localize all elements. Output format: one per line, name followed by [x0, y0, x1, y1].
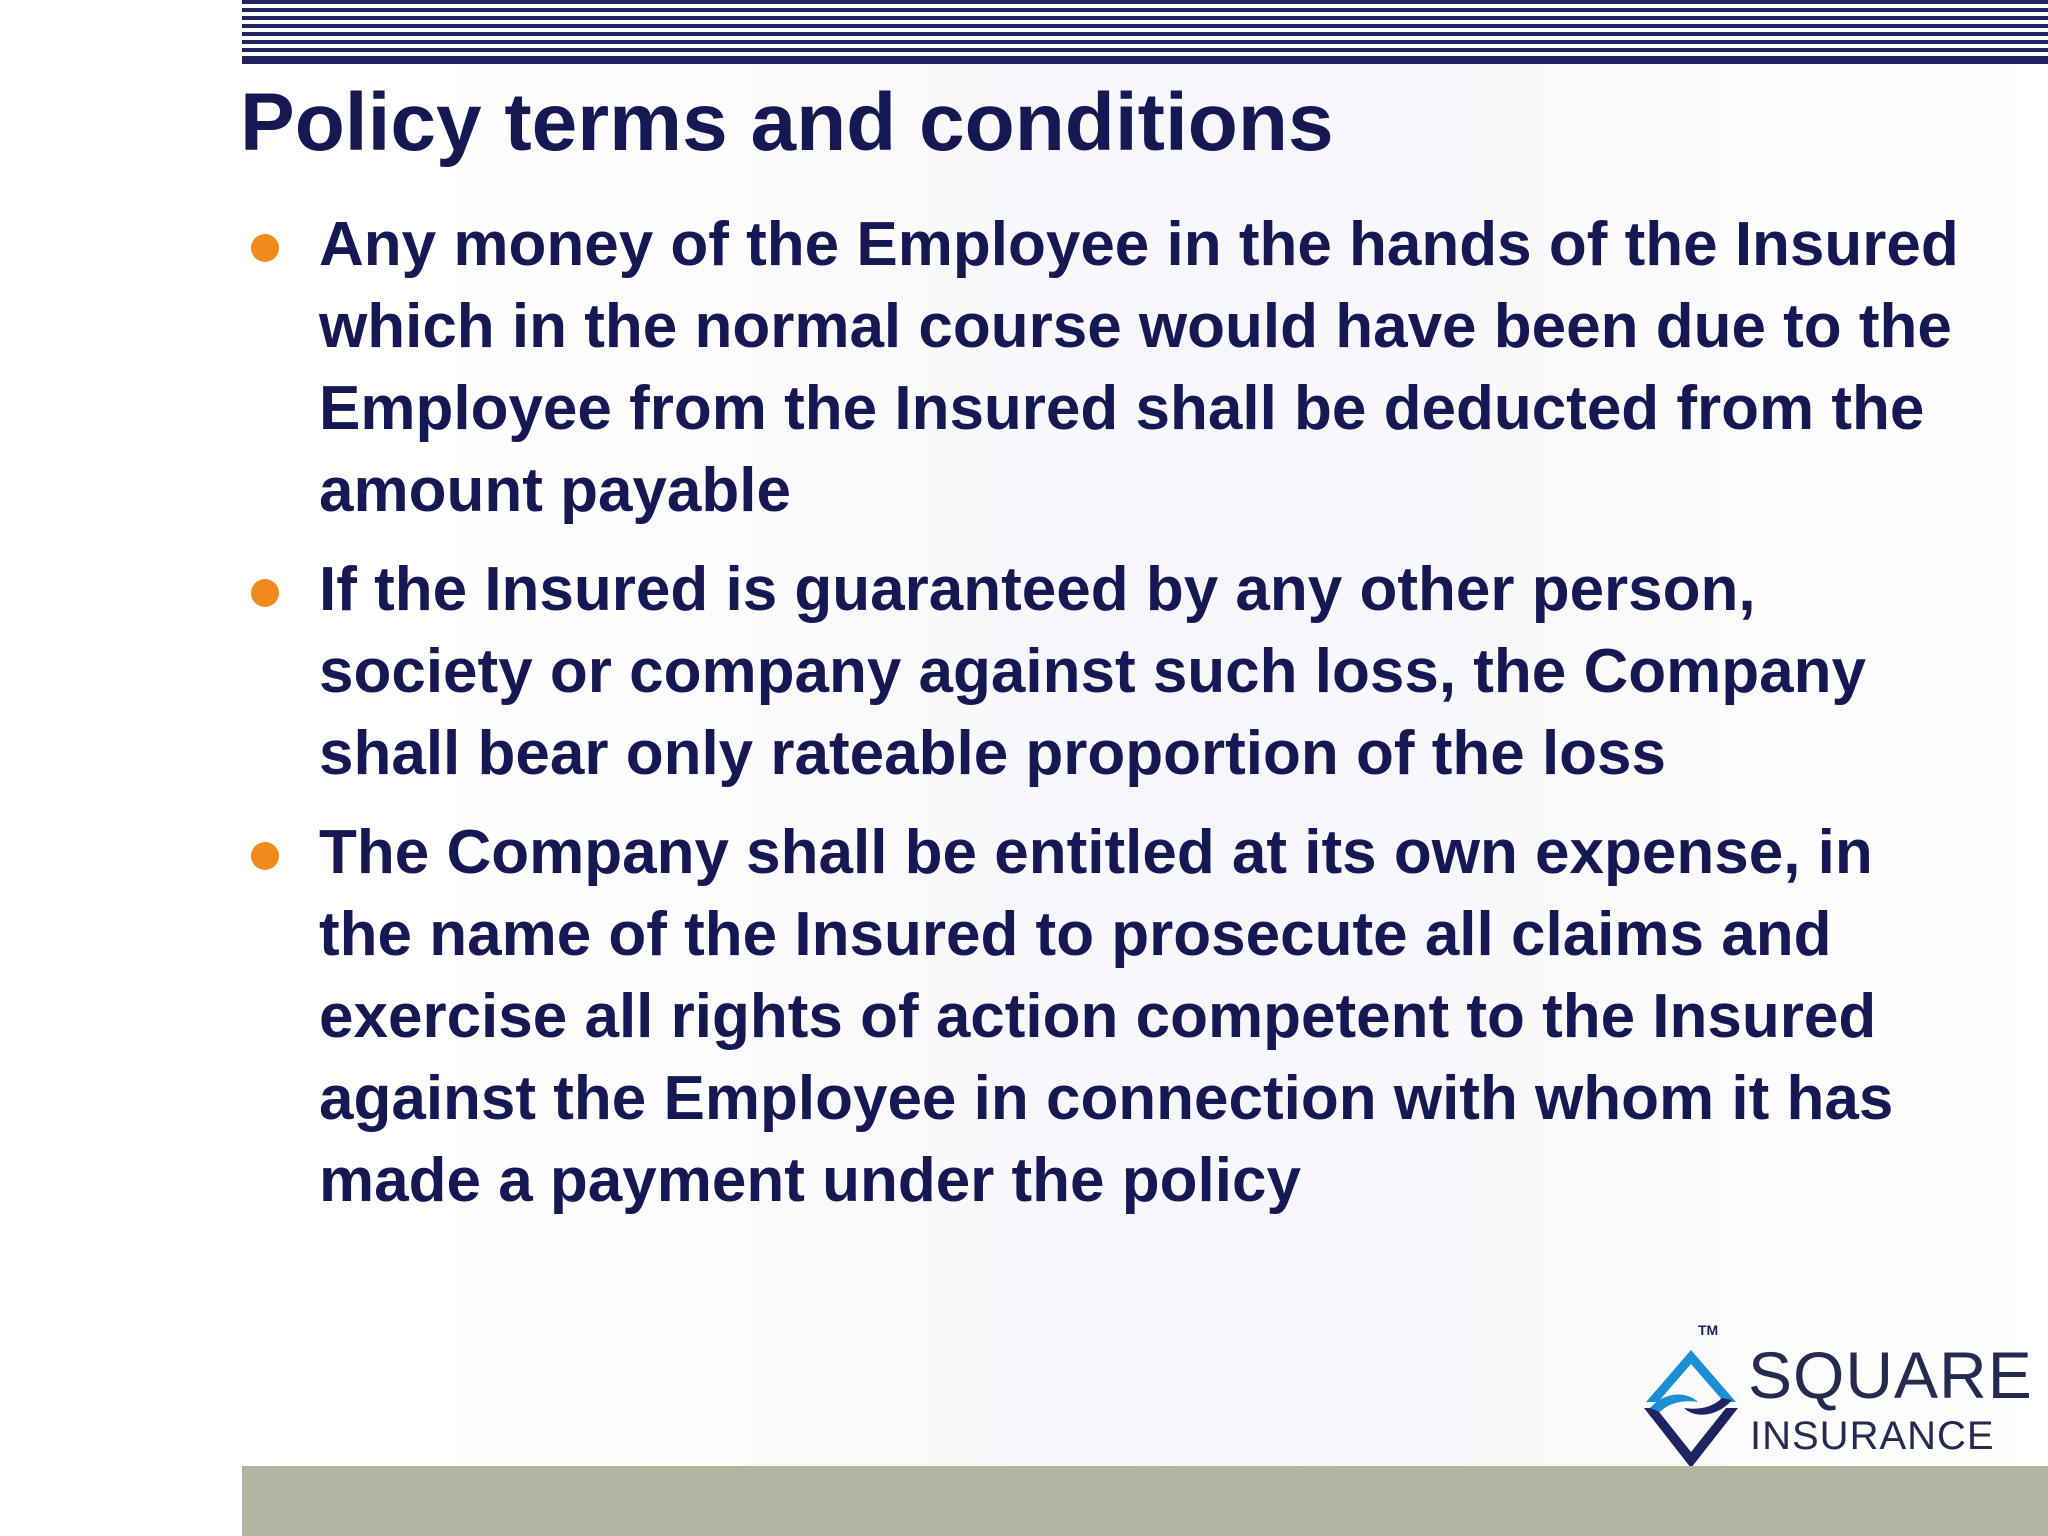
bullet-item [242, 204, 1962, 532]
bullet-dot-icon [251, 234, 279, 262]
logo-name-line1: SQUARE [1748, 1338, 2033, 1412]
bullet-item [242, 812, 1962, 1222]
slide-title: Policy terms and conditions [240, 77, 1334, 168]
bullet-text: If the Insured is guaranteed by any other person, society or company against such loss, the Company shall bear only rateable proportion of the loss [319, 555, 1866, 788]
bullet-text: The Company shall be entitled at its own expense, in the name of the Insured to prosecute all claims and exercise all rights of action competent to the Insured against the Employee in connection with whom it has made a payment under the policy [319, 818, 1894, 1215]
logo-name-line2: INSURANCE [1750, 1414, 1995, 1458]
bullet-list [242, 204, 1962, 1239]
company-logo [1636, 1322, 2033, 1472]
bullet-item [242, 549, 1962, 795]
diamond-hands-icon [1636, 1342, 1746, 1472]
bullet-text: Any money of the Employee in the hands of the Insured which in the normal course would have been due to the Employee from the Insured shall be deducted from the amount payable [319, 210, 1959, 525]
bullet-dot-icon [251, 842, 279, 870]
footer-band [242, 1466, 2048, 1536]
trademark-label: TM [1698, 1322, 1719, 1338]
bullet-dot-icon [251, 579, 279, 607]
header-stripes [242, 0, 2048, 64]
